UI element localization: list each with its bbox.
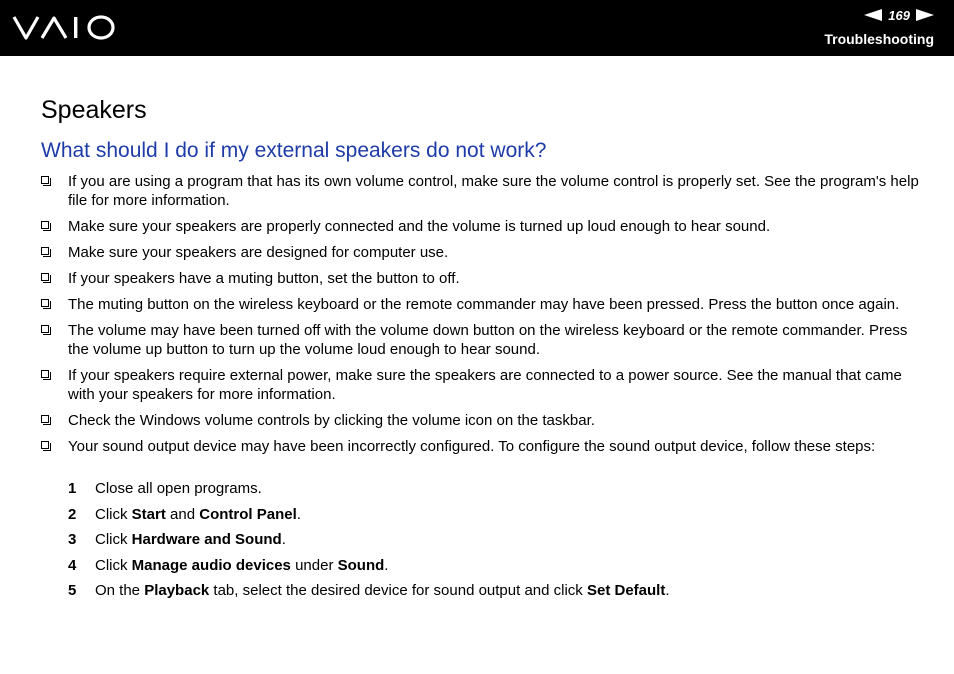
list-item: If you are using a program that has its own volume control, make sure the volume control is properly set. See the program's help file for more information. bbox=[41, 172, 921, 210]
vaio-logo bbox=[12, 14, 122, 42]
step-number: 1 bbox=[68, 480, 77, 497]
step-number: 4 bbox=[68, 556, 77, 574]
page-navigator bbox=[864, 7, 934, 23]
list-item: The muting button on the wireless keyboard or the remote commander may have been pressed. Press the button once again. bbox=[41, 295, 921, 314]
checkbox-bullet-icon bbox=[41, 299, 49, 307]
checkbox-bullet-icon bbox=[41, 273, 49, 281]
checkbox-bullet-icon bbox=[41, 441, 49, 449]
list-item: Make sure your speakers are designed for computer use. bbox=[41, 243, 921, 262]
checkbox-bullet-icon bbox=[41, 325, 49, 333]
page-number: 169 bbox=[888, 7, 910, 23]
list-item: Your sound output device may have been incorrectly configured. To configure the sound output device, follow these steps: bbox=[41, 437, 921, 456]
step-number: 5 bbox=[68, 582, 77, 599]
checkbox-bullet-icon bbox=[41, 176, 49, 184]
checkbox-bullet-icon bbox=[41, 247, 49, 255]
step-text: Close all open programs. bbox=[95, 480, 262, 497]
list-item: Make sure your speakers are properly connected and the volume is turned up loud enough to hear sound. bbox=[41, 217, 921, 236]
bullet-list bbox=[41, 172, 921, 463]
list-item: If your speakers have a muting button, set the button to off. bbox=[41, 269, 921, 288]
question-heading: What should I do if my external speakers do not work? bbox=[41, 139, 547, 162]
list-item: Check the Windows volume controls by clicking the volume icon on the taskbar. bbox=[41, 411, 921, 430]
checkbox-bullet-icon bbox=[41, 221, 49, 229]
step-item bbox=[68, 479, 908, 498]
step-item bbox=[68, 505, 908, 524]
page-title: Speakers bbox=[41, 96, 147, 124]
previous-page-arrow-icon[interactable] bbox=[864, 9, 882, 21]
step-text: Click Hardware and Sound. bbox=[95, 531, 286, 548]
list-item: The volume may have been turned off with the volume down button on the wireless keyboard or the remote commander. Press the volume up button to turn up the volume loud enough to hear sound. bbox=[41, 321, 921, 359]
step-number: 2 bbox=[68, 505, 77, 523]
step-text: Click Manage audio devices under Sound. bbox=[95, 556, 389, 574]
section-label: Troubleshooting bbox=[824, 31, 934, 47]
step-item bbox=[68, 530, 908, 549]
steps-list bbox=[68, 479, 908, 607]
step-number: 3 bbox=[68, 531, 77, 548]
step-item bbox=[68, 556, 908, 575]
step-item bbox=[68, 581, 908, 600]
step-text: Click Start and Control Panel. bbox=[95, 505, 301, 523]
step-text: On the Playback tab, select the desired device for sound output and click Set Default. bbox=[95, 582, 670, 599]
checkbox-bullet-icon bbox=[41, 415, 49, 423]
list-item: If your speakers require external power, make sure the speakers are connected to a power source. See the manual that came with your speakers for more information. bbox=[41, 366, 921, 404]
page-header bbox=[0, 0, 954, 56]
checkbox-bullet-icon bbox=[41, 370, 49, 378]
next-page-arrow-icon[interactable] bbox=[916, 9, 934, 21]
